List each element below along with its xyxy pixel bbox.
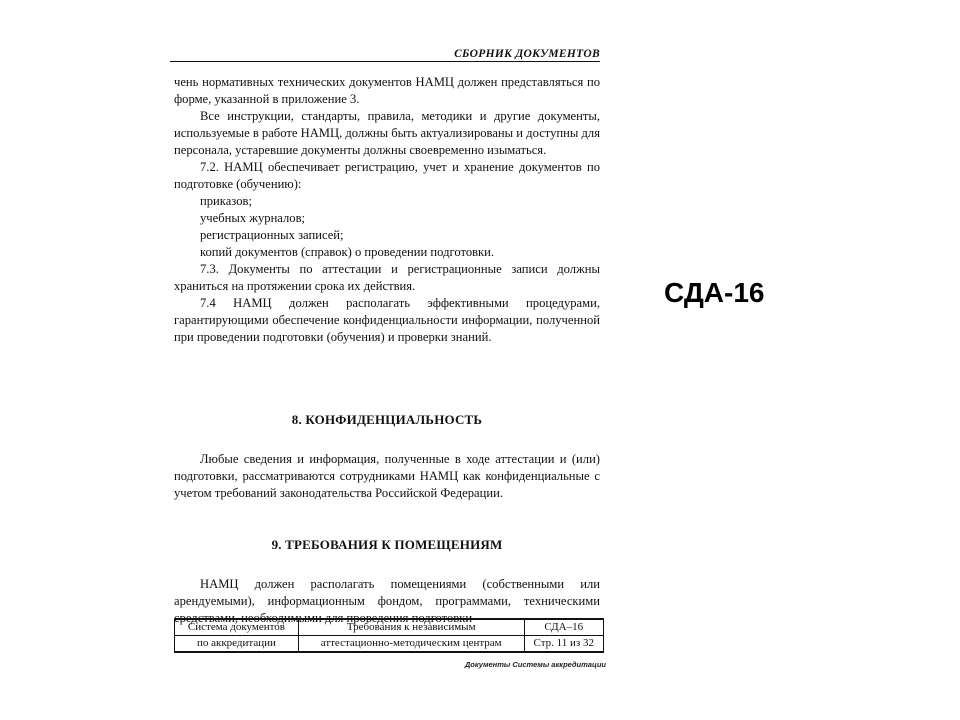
paragraph: 7.2. НАМЦ обеспечивает регистрацию, учет и хранение документов по подготовке (обучению): [174, 160, 600, 191]
document-page [170, 48, 606, 688]
footer-code: СДА–16 [524, 619, 603, 636]
section-9-heading: 9. ТРЕБОВАНИЯ К ПОМЕЩЕНИЯМ [271, 537, 503, 552]
document-code-label: СДА-16 [664, 277, 765, 308]
list-item: учебных журналов; [200, 211, 306, 225]
running-head [170, 48, 600, 62]
footer-title-line2: аттестационно-методическим центрам [298, 636, 524, 653]
footer-title-line1: Требования к независимым [298, 619, 524, 636]
paragraph: 7.4 НАМЦ должен располагать эффективными процедурами, гарантирующими обеспечение конфиденциальности информации, полученной при проведении подготовки (обучения) и проверки знаний. [174, 296, 600, 344]
running-head-title: СБОРНИК ДОКУМЕНТОВ [454, 48, 600, 60]
section-8-heading: 8. КОНФИДЕНЦИАЛЬНОСТЬ [291, 412, 483, 427]
paragraph: Любые сведения и информация, полученные в ходе аттестации и (или) подготовки, рассматриваются сотрудниками НАМЦ как конфиденциальные с учетом требований законодательства Российской Федерации. [174, 451, 600, 500]
paragraph: 7.3. Документы по аттестации и регистрационные записи должны храниться на протяжении срока их действия. [174, 262, 600, 293]
footer-system-line2: по аккредитации [175, 636, 299, 653]
list-item: копий документов (справок) о проведении подготовки. [200, 245, 495, 259]
footer-note: Документы Системы аккредитации [464, 660, 606, 669]
section-8-text [174, 438, 600, 514]
footer-system-line1: Система документов [175, 619, 299, 636]
paragraph: Все инструкции, стандарты, правила, методики и другие документы, используемые в работе НАМЦ, должны быть актуализированы и доступны для персонала, устаревшие документы должны своевременно изыматься. [174, 109, 600, 157]
footer-table [174, 618, 604, 653]
intro-text [174, 74, 600, 346]
paragraph: НАМЦ должен располагать помещениями (собственными или арендуемыми), информационным фондом, программами, техническими средствами, необходимыми для проведения подготовки [174, 576, 600, 625]
paragraph: чень нормативных технических документов НАМЦ должен представляться по форме, указанной в приложение 3. [174, 75, 600, 106]
footer-page-number: Стр. 11 из 32 [524, 636, 603, 653]
list-item: регистрационных записей; [200, 228, 344, 242]
list-item: приказов; [200, 194, 252, 208]
